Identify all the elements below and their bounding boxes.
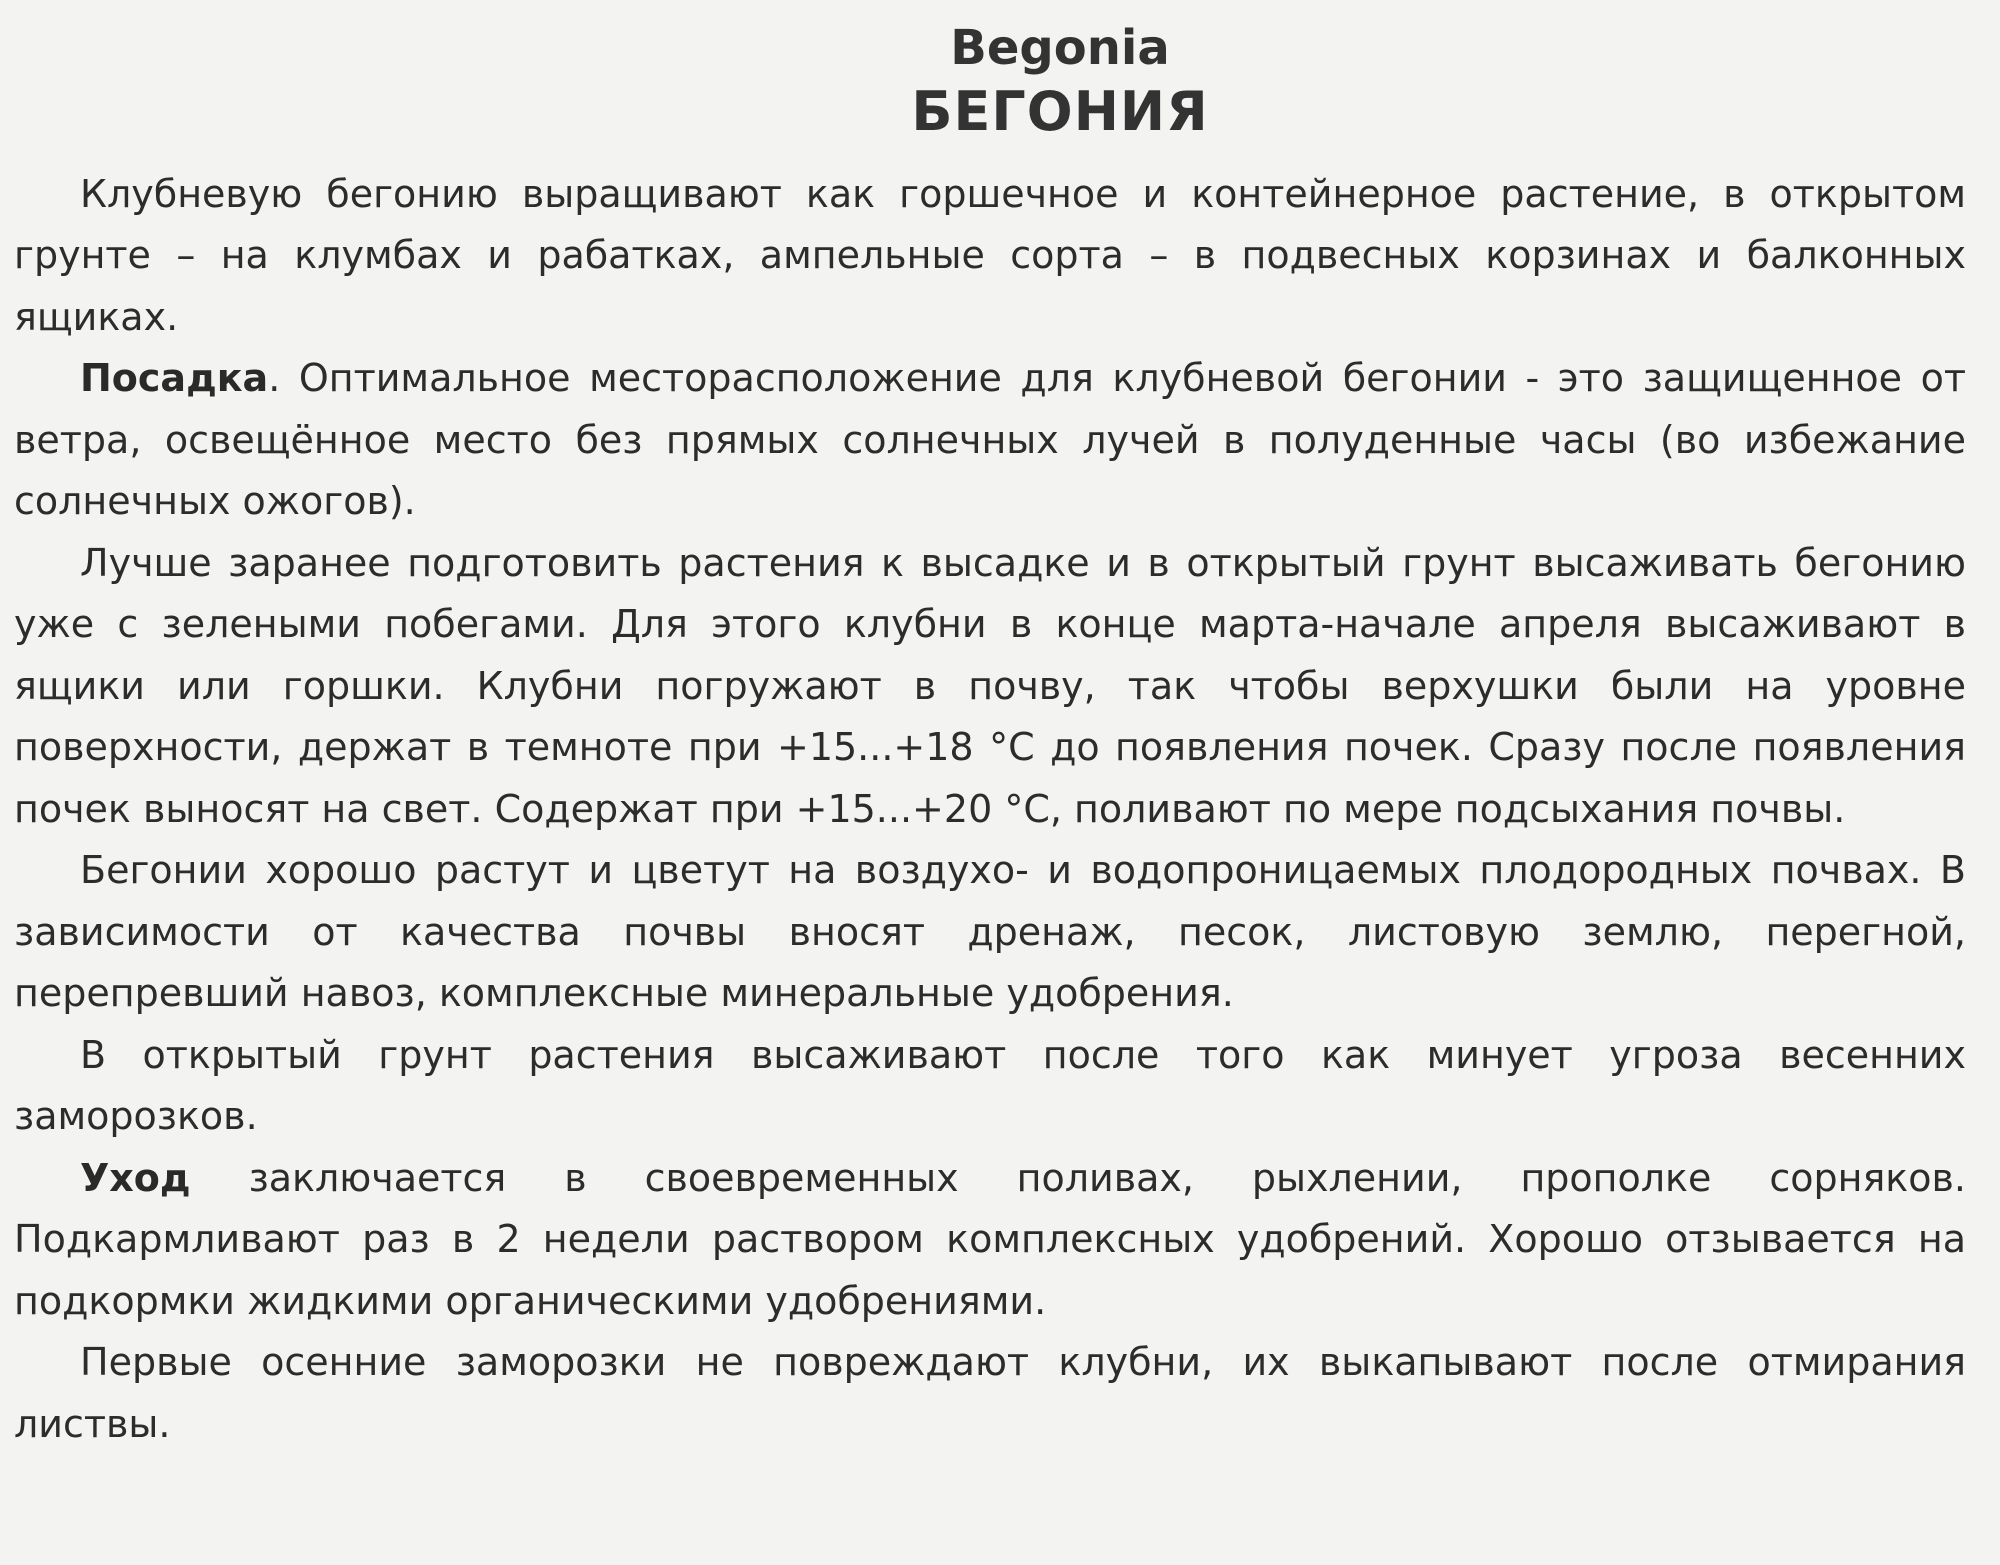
paragraph-soil — [14, 840, 1966, 1025]
paragraph-care — [14, 1148, 1966, 1333]
paragraph-frost — [14, 1332, 1966, 1455]
paragraph-text: Клубневую бегонию выращивают как горшечное и контейнерное растение, в открытом грунте – на клумбах и рабатках, ампельные сорта – в подвесных корзинах и балконных ящиках. — [14, 171, 1966, 339]
title-cyrillic: БЕГОНИЯ — [911, 80, 1209, 143]
paragraph-planting — [14, 348, 1966, 533]
document-body — [14, 164, 1966, 1456]
paragraph-lead-planting: Посадка — [80, 356, 269, 400]
paragraph-text: Бегонии хорошо растут и цветут на воздухо- и водопроницаемых плодородных почвах. В зависимости от качества почвы вносят дренаж, песок, листовую землю, перегной, перепревший навоз, комплексные минеральные удобрения. — [14, 848, 1966, 1015]
paragraph-intro — [14, 164, 1966, 349]
paragraph-text: заключается в своевременных поливах, рыхлении, прополке сорняков. Подкармливают раз в 2 недели раствором комплексных удобрений. Хорошо отзывается на подкормки жидкими органическими удобрениями. — [14, 1155, 1966, 1323]
paragraph-text: Первые осенние заморозки не повреждают клубни, их выкапывают после отмирания листвы. — [14, 1340, 1966, 1446]
paragraph-outdoor — [14, 1025, 1966, 1148]
document-title — [14, 18, 1966, 146]
paragraph-preparation — [14, 533, 1966, 841]
paragraph-lead-care: Уход — [80, 1155, 191, 1200]
paragraph-text: В открытый грунт растения высаживают после того как минует угроза весенних заморозков. — [14, 1032, 1966, 1138]
paragraph-text: Лучше заранее подготовить растения к высадке и в открытый грунт высаживать бегонию уже с зелеными побегами. Для этого клубни в конце марта-начале апреля высаживают в ящики или горшки. Клубни погружают в почву, так чтобы верхушки были на уровне поверхности, держат в темноте при +15...+18 °С до появления почек. Сразу после появления почек выносят на свет. Содержат при +15...+20 °С, поливают по мере подсыхания почвы. — [14, 540, 1966, 831]
title-latin: Begonia — [950, 20, 1170, 76]
paragraph-text: . Оптимальное месторасположение для клубневой бегонии - это защищенное от ветра, освещённое место без прямых солнечных лучей в полуденные часы (во избежание солнечных ожогов). — [14, 356, 1966, 523]
